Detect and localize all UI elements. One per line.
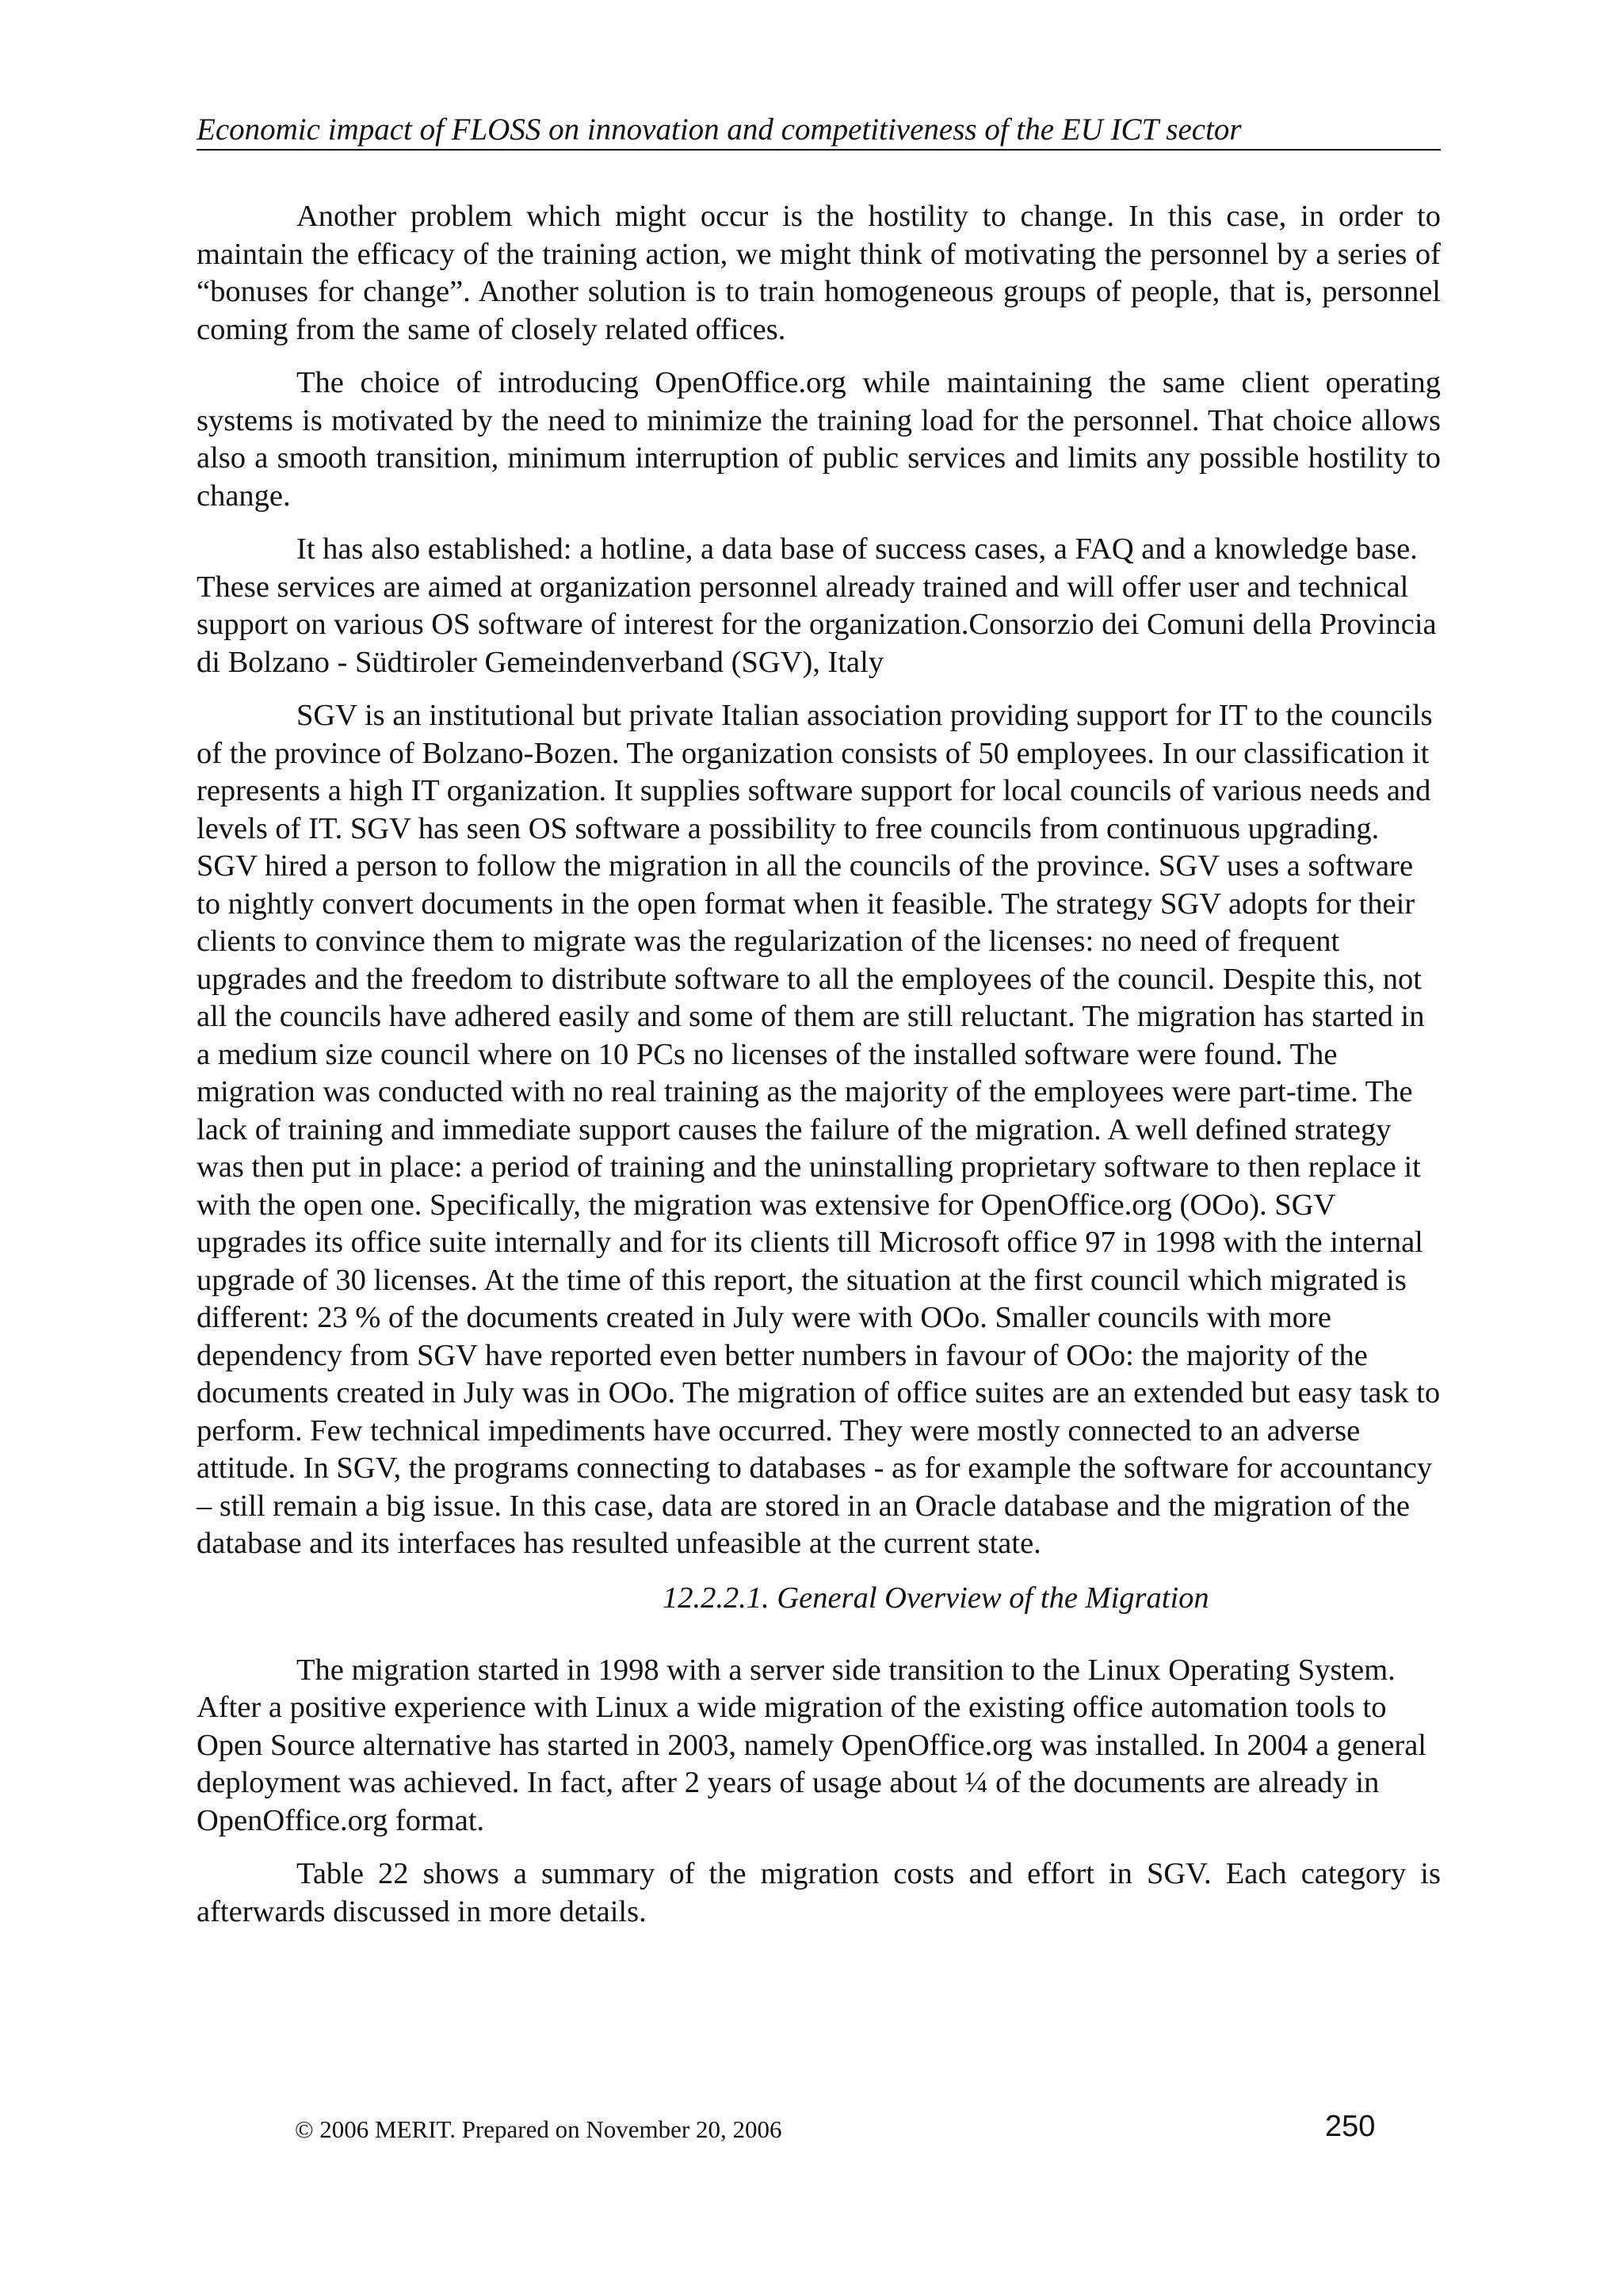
paragraph-sgv-overview: SGV is an institutional but private Italian association providing support for IT to the councils of the province of Bolzano-Bozen. The organization consists of 50 employees. In our classification it represents a high IT organization. It supplies software support for local councils of various needs and levels of IT. SGV has seen OS software a possibility to free councils from continuous upgrading. SGV hired a person to follow the migration in all the councils of the province. SGV uses a software to nightly convert documents in the open format when it feasible. The strategy SGV adopts for their clients to convince them to migrate was the regularization of the licenses: no need of frequent upgrades and the freedom to distribute software to all the employees of the council. Despite this, not all the councils have adhered easily and some of them are still reluctant. The migration has started in a medium size council where on 10 PCs no licenses of the installed software were found. The migration was conducted with no real training as the majority of the employees were part-time. The lack of training and immediate support causes the failure of the migration. A well defined strategy was then put in place: a period of training and the uninstalling proprietary software to then replace it with the open one. Specifically, the migration was extensive for OpenOffice.org (OOo). SGV upgrades its office suite internally and for its clients till Microsoft office 97 in 1998 with the internal upgrade of 30 licenses. At the time of this report, the situation at the first council which migrated is different: 23 % of the documents created in July were with OOo. Smaller councils with more dependency from SGV have reported even better numbers in favour of OOo: the majority of the documents created in July was in OOo. The migration of office suites are an extended but easy task to perform. Few technical impediments have occurred. They were mostly connected to an adverse attitude. In SGV, the programs connecting to databases - as for example the software for accountancy – still remain a big issue. In this case, data are stored in an Oracle database and the migration of the database and its interfaces has resulted unfeasible at the current state.	[197, 699, 1441, 1560]
paragraph-support-services: It has also established: a hotline, a data base of success cases, a FAQ and a knowledge base. These services are aimed at organization personnel already trained and will offer user and technical support on various OS software of interest for the organization.Consorzio dei Comuni della Provincia di Bolzano - Südtiroler Gemeindenverband (SGV), Italy	[197, 532, 1437, 679]
footer-copyright: © 2006 MERIT. Prepared on November 20, 2006	[295, 2115, 782, 2143]
section-heading: 12.2.2.1. General Overview of the Migration	[663, 1581, 1209, 1615]
paragraph-openoffice-choice: The choice of introducing OpenOffice.org while maintaining the same client operating systems is motivated by the need to minimize the training load for the personnel. That choice allows also a smooth transition, minimum interruption of public services and limits any possible hostility to change.	[197, 366, 1441, 513]
paragraph-hostility: Another problem which might occur is the hostility to change. In this case, in order to maintain the efficacy of the training action, we might think of motivating the personnel by a series of “bonuses for change”. Another solution is to train homogeneous groups of people, that is, personnel coming from the same of closely related offices.	[197, 200, 1441, 346]
running-header: Economic impact of FLOSS on innovation and competitiveness of the EU ICT sector	[197, 111, 1441, 151]
body-text	[197, 198, 1441, 1947]
page-number: 250	[1325, 2110, 1376, 2143]
paragraph-migration-start: The migration started in 1998 with a server side transition to the Linux Operating System. After a positive experience with Linux a wide migration of the existing office automation tools to Open Source alternative has started in 2003, namely OpenOffice.org was installed. In 2004 a general deployment was achieved. In fact, after 2 years of usage about ¼ of the documents are already in OpenOffice.org format.	[197, 1653, 1426, 1837]
paragraph-table-reference: Table 22 shows a summary of the migration costs and effort in SGV. Each category is afterwards discussed in more details.	[197, 1857, 1441, 1928]
